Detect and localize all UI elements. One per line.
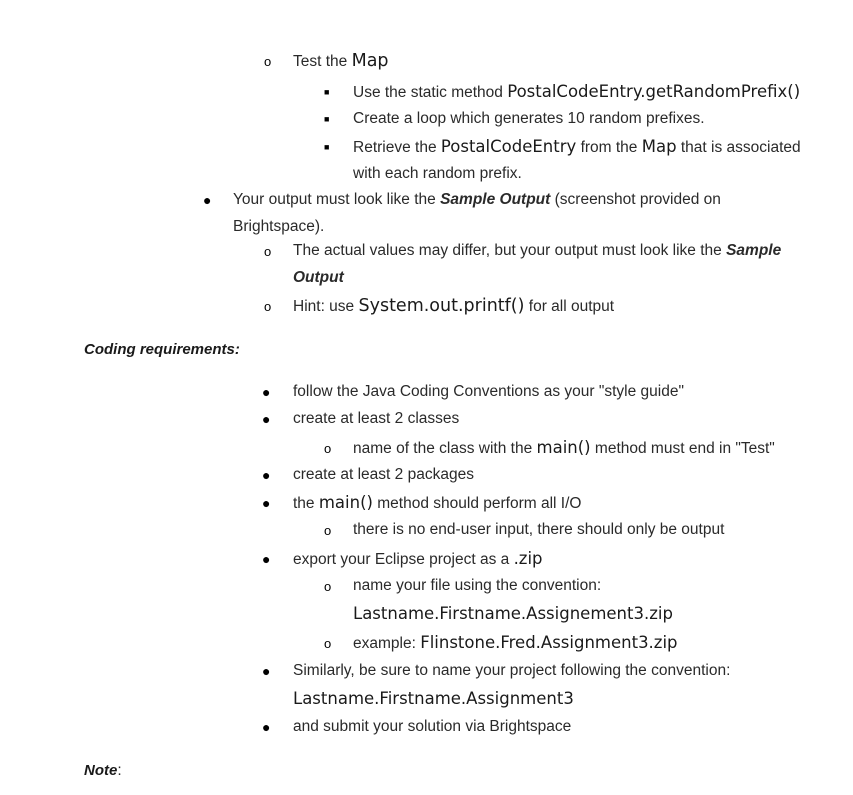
disc-bullet-icon: ● [262,495,271,511]
circle-bullet-icon: o [264,54,272,69]
item-actual-values: The actual values may differ, but your output must look like the Sample [293,242,782,259]
disc-bullet-icon: ● [262,663,271,679]
code-printf: System.out.printf() [358,296,525,316]
disc-bullet-icon: ● [262,467,271,483]
circle-bullet-icon: o [264,299,272,314]
req-export: export your Eclipse project as a .zip [293,549,543,568]
code-map: Map [641,137,677,156]
circle-bullet-icon: o [324,441,332,456]
code-example-zip: Flinstone.Fred.Assignment3.zip [420,633,678,652]
req-class-name: name of the class with the main() method must end in "Test" [353,438,775,457]
req-submit: and submit your solution via Brightspace [293,718,572,735]
disc-bullet-icon: ● [262,411,271,427]
code-postal-code-entry: PostalCodeEntry [440,137,577,156]
disc-bullet-icon: ● [203,192,212,208]
code-assignement-zip: Lastname.Firstname.Assignement3.zip [353,604,673,623]
item-output: Your output must look like the Sample Output (screenshot provided on [233,191,721,208]
req-classes: create at least 2 classes [293,410,460,427]
circle-bullet-icon: o [324,523,332,538]
square-bullet-icon: ■ [324,87,330,97]
code-project-name: Lastname.Firstname.Assignment3 [293,689,574,708]
item-actual-values-line2: Output [293,269,344,286]
item-retrieve: Retrieve the PostalCodeEntry from the Map that is associated [353,137,801,156]
req-similarly: Similarly, be sure to name your project following the convention: [293,662,731,679]
code-zip: .zip [513,549,543,568]
code-map: Map [351,51,389,71]
coding-requirements-heading: Coding requirements: [84,341,240,358]
req-follow: follow the Java Coding Conventions as your "style guide" [293,383,684,400]
square-bullet-icon: ■ [324,142,330,152]
item-use-static: Use the static method PostalCodeEntry.getRandomPrefix() [353,82,801,101]
note-heading: Note: [84,762,122,779]
code-get-random-prefix: PostalCodeEntry.getRandomPrefix() [507,82,801,101]
item-test-map: Test the Map [293,51,389,71]
req-name-file: name your file using the convention: [353,577,602,594]
req-packages: create at least 2 packages [293,466,474,483]
square-bullet-icon: ■ [324,114,330,124]
item-retrieve-line2: with each random prefix. [353,165,522,182]
item-output-line2: Brightspace). [233,218,325,235]
code-main: main() [536,438,591,457]
code-main: main() [318,493,373,512]
circle-bullet-icon: o [324,636,332,651]
circle-bullet-icon: o [264,244,272,259]
req-no-input: there is no end-user input, there should only be output [353,521,725,538]
circle-bullet-icon: o [324,579,332,594]
disc-bullet-icon: ● [262,551,271,567]
item-hint: Hint: use System.out.printf() for all output [293,296,615,316]
req-main-io: the main() method should perform all I/O [293,493,582,512]
item-create-loop: Create a loop which generates 10 random prefixes. [353,110,705,127]
disc-bullet-icon: ● [262,719,271,735]
disc-bullet-icon: ● [262,384,271,400]
req-example: example: Flinstone.Fred.Assignment3.zip [353,633,678,652]
